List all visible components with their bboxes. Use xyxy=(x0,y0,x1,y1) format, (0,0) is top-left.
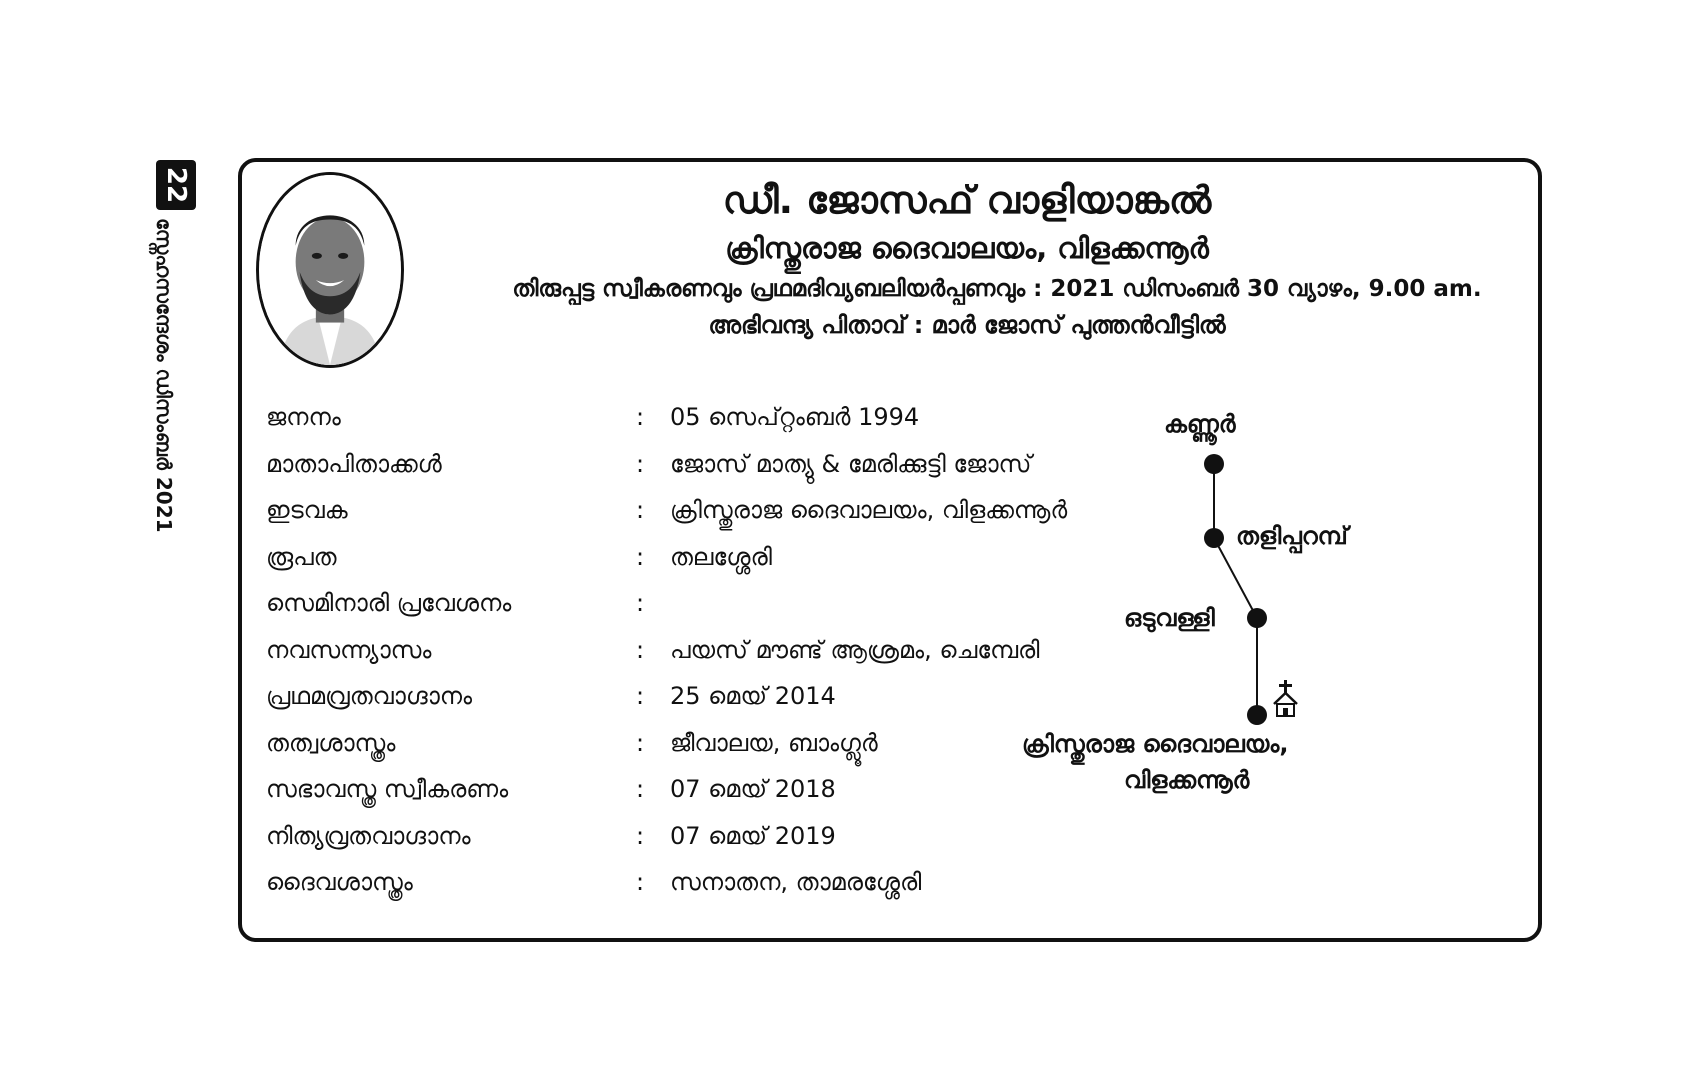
detail-label: മാതാപിതാക്കൾ xyxy=(266,449,442,478)
ordination-info: തിരുപ്പട്ട സ്വീകരണവും പ്രഥമദിവ്യബലിയർപ്പണവും : 2021 ഡിസംബർ 30 വ്യാഴം, 9.00 am. xyxy=(512,276,1482,302)
detail-row xyxy=(266,394,1166,441)
detail-separator: : xyxy=(636,496,645,525)
detail-value: 25 മെയ് 2014 xyxy=(670,682,836,711)
detail-value: ക്രിസ്തുരാജ ദൈവാലയം, വിളക്കന്നൂർ xyxy=(670,496,1068,525)
route-stop-marker xyxy=(1204,528,1224,548)
detail-value: തലശ്ശേരി xyxy=(670,542,772,571)
detail-label: ജനനം xyxy=(266,403,341,432)
page-number-badge xyxy=(156,160,196,210)
bishop-info: അഭിവന്ദ്യ പിതാവ് : മാർ ജോസ് പുത്തൻവീട്ടിൽ xyxy=(708,311,1226,339)
page-number: 22 xyxy=(161,166,191,204)
portrait-illustration xyxy=(259,175,401,365)
detail-label: സെമിനാരി പ്രവേശനം xyxy=(266,589,512,618)
detail-row xyxy=(266,766,1166,813)
route-stop-label: ഒടുവള്ളി xyxy=(1124,604,1215,632)
detail-row xyxy=(266,673,1166,720)
detail-separator: : xyxy=(636,449,645,478)
detail-separator: : xyxy=(636,635,645,664)
detail-value: ജീവാലയ, ബാംഗ്ലൂർ xyxy=(670,728,878,757)
route-destination-label: വിളക്കന്നൂർ xyxy=(1124,766,1250,794)
detail-label: നവസന്ന്യാസം xyxy=(266,635,432,664)
route-destination-label: ക്രിസ്തുരാജ ദൈവാലയം, xyxy=(1022,730,1289,758)
church-name: ക്രിസ്തുരാജ ദൈവാലയം, വിളക്കന്നൂർ xyxy=(725,231,1209,265)
detail-row xyxy=(266,627,1166,674)
detail-separator: : xyxy=(636,821,645,850)
detail-label: ഇടവക xyxy=(266,496,348,525)
side-margin xyxy=(150,160,200,533)
detail-row xyxy=(266,580,1166,627)
detail-row xyxy=(266,813,1166,860)
header xyxy=(402,176,1532,342)
detail-separator: : xyxy=(636,682,645,711)
detail-label: നിത്യവ്രതവാഗ്ദാനം xyxy=(266,821,471,850)
detail-separator: : xyxy=(636,542,645,571)
church-icon xyxy=(1274,680,1297,716)
detail-label: രൂപത xyxy=(266,542,337,571)
publication-title: സ്നേഹസന്ദേശം ഡിസംബർ 2021 xyxy=(152,218,176,533)
detail-separator: : xyxy=(636,775,645,804)
detail-value: സനാതന, താമരശ്ശേരി xyxy=(670,868,922,897)
detail-row xyxy=(266,441,1166,488)
route-stop-marker xyxy=(1247,608,1267,628)
details-list xyxy=(266,394,1166,906)
detail-value: 07 മെയ് 2019 xyxy=(670,821,836,850)
detail-separator: : xyxy=(636,728,645,757)
person-name: ഡീ. ജോസഫ് വാളിയാങ്കൽ xyxy=(722,178,1212,222)
route-map xyxy=(1022,392,1542,794)
detail-label: പ്രഥമവ്രതവാഗ്ദാനം xyxy=(266,682,473,711)
route-stop-marker xyxy=(1204,454,1224,474)
detail-row xyxy=(266,487,1166,534)
detail-separator: : xyxy=(636,868,645,897)
detail-label: തത്വശാസ്ത്രം xyxy=(266,728,396,757)
detail-value: 05 സെപ്റ്റംബർ 1994 xyxy=(670,403,920,432)
detail-value: ജോസ് മാത്യു & മേരിക്കുട്ടി ജോസ് xyxy=(670,449,1032,478)
route-destination-marker xyxy=(1247,705,1267,725)
detail-row xyxy=(266,859,1166,906)
detail-value: 07 മെയ് 2018 xyxy=(670,775,836,804)
detail-value: പയസ് മൗണ്ട് ആശ്രമം, ചെമ്പേരി xyxy=(670,635,1040,664)
detail-separator: : xyxy=(636,589,645,618)
detail-row xyxy=(266,534,1166,581)
route-stop-label: കണ്ണൂർ xyxy=(1164,410,1236,438)
profile-card xyxy=(238,158,1542,942)
detail-label: സഭാവസ്ത്ര സ്വീകരണം xyxy=(266,775,509,804)
portrait-photo xyxy=(256,172,404,368)
detail-separator: : xyxy=(636,403,645,432)
route-stop-label: തളിപ്പറമ്പ് xyxy=(1236,522,1348,550)
detail-label: ദൈവശാസ്ത്രം xyxy=(266,868,413,897)
